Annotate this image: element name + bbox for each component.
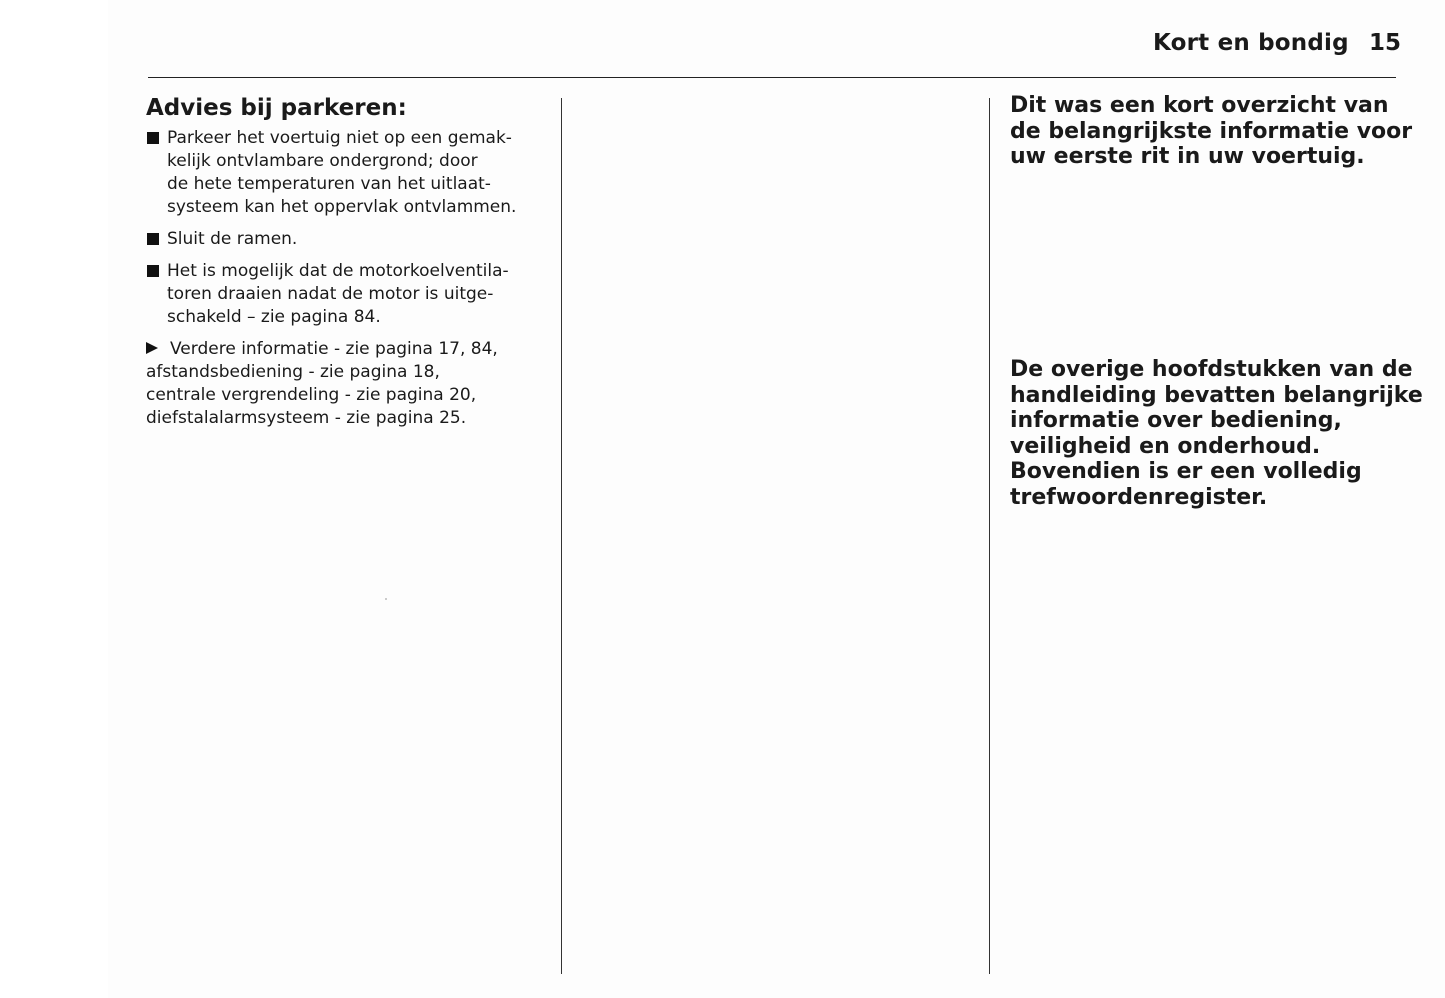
header-divider (148, 77, 1396, 78)
reference-text-line: centrale vergrendeling - zie pagina 20, (146, 385, 477, 405)
bullet-text-line: Het is mogelijk dat de motorkoelventila- (167, 261, 509, 281)
bullet-text-line: de hete temperaturen van het uitlaat- (167, 174, 491, 194)
summary-text-line: handleiding bevatten belangrijke (1010, 382, 1423, 408)
scan-speck (385, 598, 387, 600)
reference-text-line: afstandsbediening - zie pagina 18, (146, 362, 440, 382)
column-divider-left (561, 98, 562, 974)
summary-text-line: De overige hoofdstukken van de (1010, 357, 1413, 382)
summary-text-line: veiligheid en onderhoud. (1010, 433, 1321, 459)
bullet-text-line: Parkeer het voertuig niet op een gemak- (167, 128, 512, 148)
page-margin (0, 0, 108, 998)
reference-text-line: diefstalalarmsysteem - zie pagina 25. (146, 408, 467, 428)
bullet-text-line: toren draaien nadat de motor is uitge- (167, 284, 494, 304)
summary-text-line: Dit was een kort overzicht van (1010, 93, 1389, 118)
page-number: 15 (1369, 30, 1402, 56)
bullet-text-line: Sluit de ramen. (167, 229, 298, 249)
chapter-title: Kort en bondig (1153, 30, 1349, 56)
bullet-text-line: kelijk ontvlambare ondergrond; door (167, 151, 478, 171)
summary-text-line: Bovendien is er een volledig (1010, 459, 1362, 484)
summary-text-line: de belangrijkste informatie voor (1010, 118, 1413, 144)
summary-paragraph-2 (1010, 357, 1423, 510)
bullet-square-icon (147, 132, 159, 144)
arrow-right-icon (146, 342, 158, 354)
bullet-item (146, 228, 551, 251)
summary-text-line: uw eerste rit in uw voertuig. (1010, 144, 1365, 169)
parking-advice-column (146, 93, 551, 430)
more-info-reference (146, 338, 551, 430)
bullet-item (146, 127, 551, 219)
bullet-text-line: schakeld – zie pagina 84. (167, 307, 381, 327)
summary-text-line: trefwoordenregister. (1010, 484, 1268, 510)
bullet-text-line: systeem kan het oppervlak ontvlammen. (167, 197, 517, 217)
bullet-square-icon (147, 265, 159, 277)
summary-paragraph-1 (1010, 93, 1413, 170)
summary-text-line: informatie over bediening, (1010, 408, 1342, 433)
reference-text-line: Verdere informatie - zie pagina 17, 84, (170, 339, 498, 359)
bullet-item (146, 260, 551, 329)
column-divider-right (989, 98, 990, 974)
parking-advice-title: Advies bij parkeren: (146, 95, 407, 121)
bullet-square-icon (147, 233, 159, 245)
